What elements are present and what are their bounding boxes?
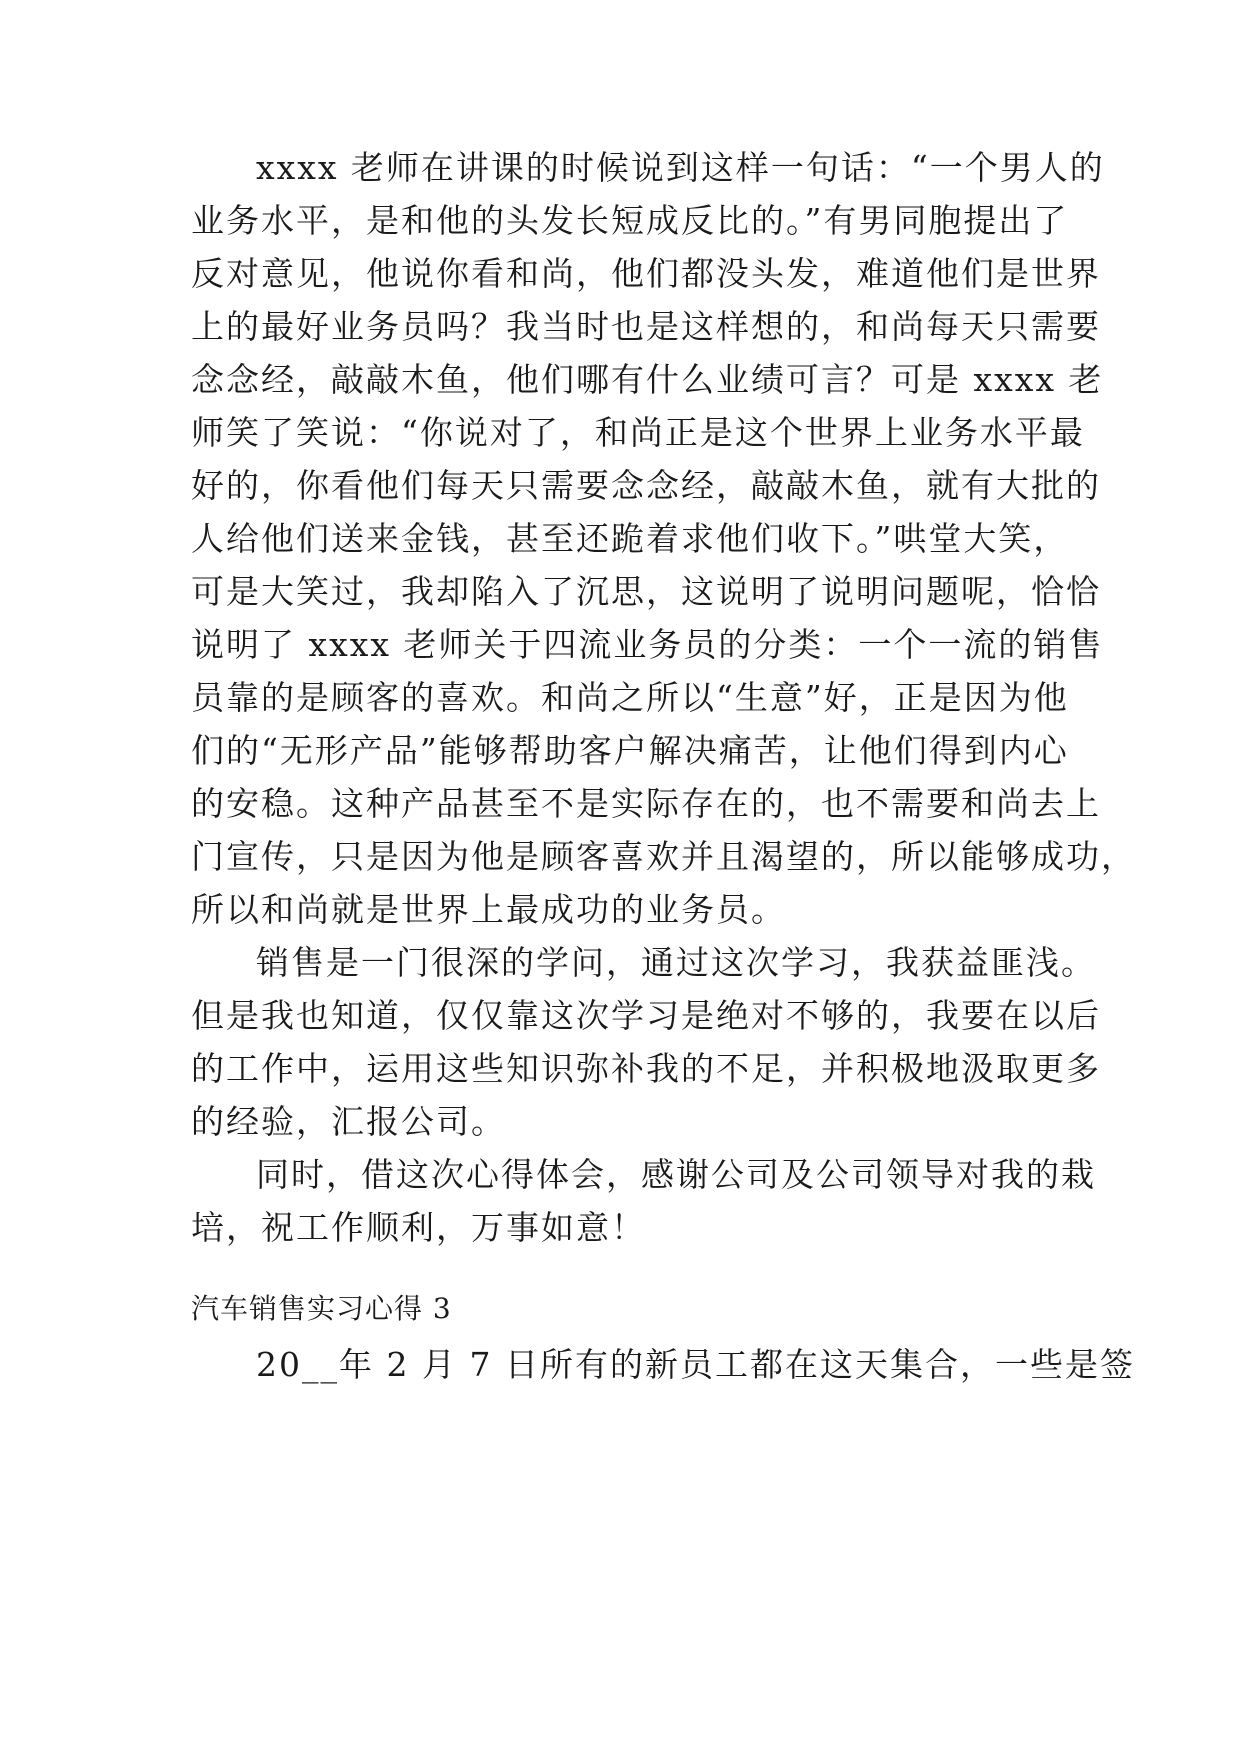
paragraph-1-line-10: 说明了 xxxx 老师关于四流业务员的分类：一个一流的销售 bbox=[191, 625, 1104, 664]
paragraph-1-line-11: 员靠的是顾客的喜欢。和尚之所以“生意”好，正是因为他 bbox=[191, 678, 1069, 717]
paragraph-2-line-4: 的经验，汇报公司。 bbox=[191, 1102, 506, 1141]
paragraph-2-line-3: 的工作中，运用这些知识弥补我的不足，并积极地汲取更多 bbox=[191, 1049, 1101, 1088]
section-heading: 汽车销售实习心得 3 bbox=[191, 1292, 452, 1325]
paragraph-1-line-7: 好的，你看他们每天只需要念念经，敲敲木鱼，就有大批的 bbox=[191, 466, 1101, 505]
paragraph-1-line-8: 人给他们送来金钱，甚至还跪着求他们收下。”哄堂大笑， bbox=[191, 519, 1069, 558]
paragraph-1-line-6: 师笑了笑说：“你说对了，和尚正是这个世界上业务水平最 bbox=[191, 413, 1085, 452]
paragraph-2-line-1: 销售是一门很深的学问，通过这次学习，我获益匪浅。 bbox=[256, 943, 1096, 982]
paragraph-1-line-9: 可是大笑过，我却陷入了沉思，这说明了说明问题呢，恰恰 bbox=[191, 572, 1101, 611]
paragraph-1-line-12: 们的“无形产品”能够帮助客户解决痛苦，让他们得到内心 bbox=[191, 731, 1069, 770]
paragraph-1-line-15: 所以和尚就是世界上最成功的业务员。 bbox=[191, 890, 786, 929]
paragraph-3-line-2: 培，祝工作顺利，万事如意！ bbox=[191, 1208, 646, 1247]
paragraph-1-line-14: 门宣传，只是因为他是顾客喜欢并且渴望的，所以能够成功， bbox=[191, 837, 1136, 876]
paragraph-2-line-2: 但是我也知道，仅仅靠这次学习是绝对不够的，我要在以后 bbox=[191, 996, 1101, 1035]
paragraph-1-line-3: 反对意见，他说你看和尚，他们都没头发，难道他们是世界 bbox=[191, 254, 1101, 293]
paragraph-1-line-1: xxxx 老师在讲课的时候说到这样一句话：“一个男人的 bbox=[256, 148, 1105, 187]
paragraph-1-line-4: 上的最好业务员吗？我当时也是这样想的，和尚每天只需要 bbox=[191, 307, 1101, 346]
paragraph-1-line-5: 念念经，敲敲木鱼，他们哪有什么业绩可言？可是 xxxx 老 bbox=[191, 360, 1104, 399]
paragraph-1-line-2: 业务水平，是和他的头发长短成反比的。”有男同胞提出了 bbox=[191, 201, 1069, 240]
paragraph-3-line-1: 同时，借这次心得体会，感谢公司及公司领导对我的栽 bbox=[256, 1155, 1096, 1194]
paragraph-4-line-1: 20__年 2 月 7 日所有的新员工都在这天集合，一些是签 bbox=[256, 1345, 1135, 1384]
paragraph-1-line-13: 的安稳。这种产品甚至不是实际存在的，也不需要和尚去上 bbox=[191, 784, 1101, 823]
